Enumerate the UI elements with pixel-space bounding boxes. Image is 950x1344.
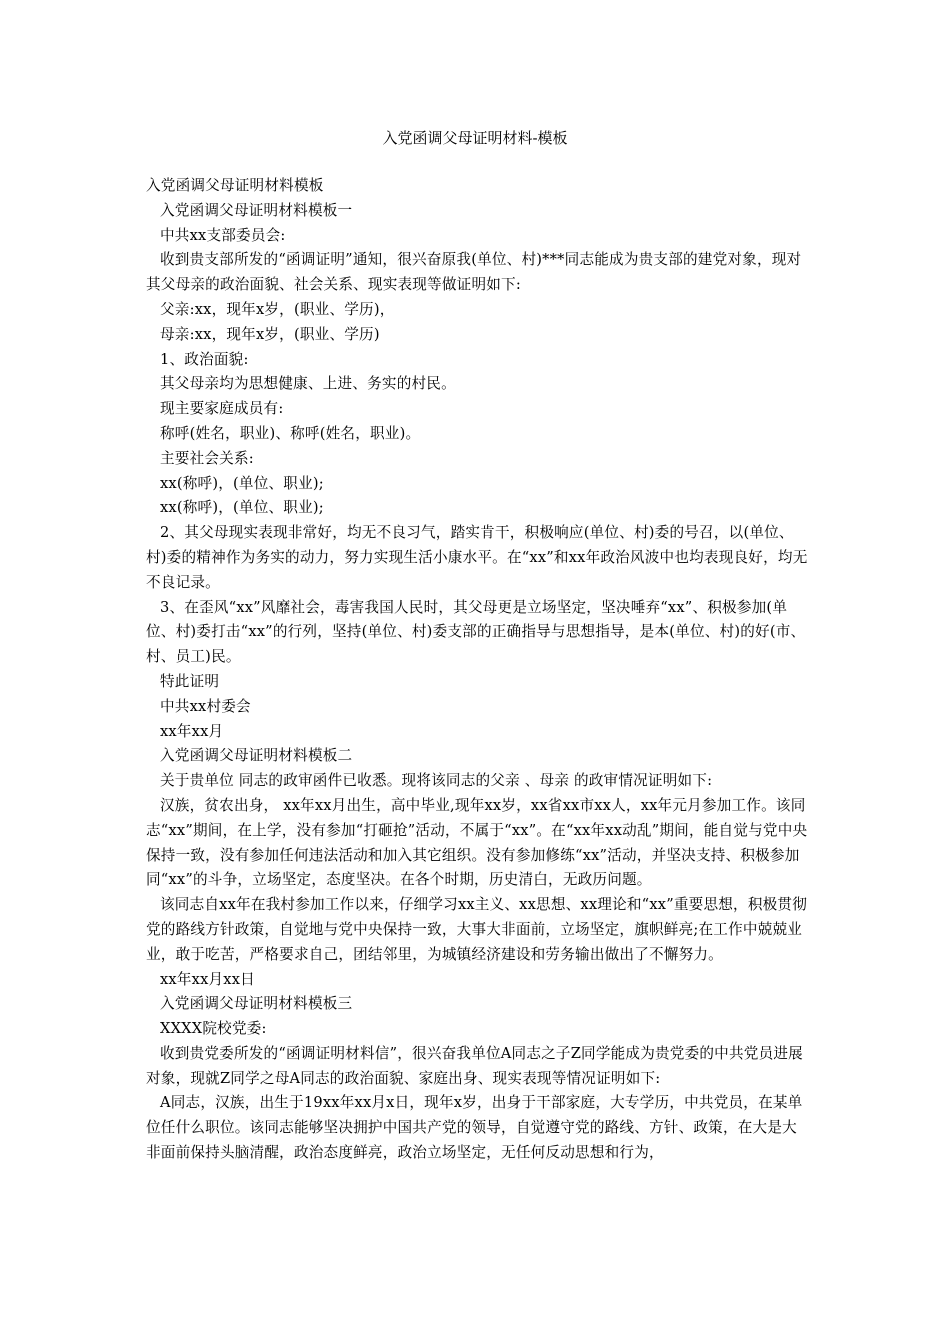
paragraph: XXXX院校党委:	[160, 1020, 267, 1038]
paragraph: A同志，汉族，出生于19xx年xx月x日，现年x岁，出身于干部家庭，大专学历，中共党员，在某单位任什么职位。该同志能够坚决拥护中国共产党的领导，自觉遵守党的路线、方针、政策，在大是大非面前保持头脑清醒，政治态度鲜亮，政治立场坚定，无任何反动思想和行为，	[146, 1094, 803, 1162]
paragraph: 中共xx村委会	[160, 697, 251, 715]
document-title: 入党函调父母证明材料-模板	[382, 129, 568, 147]
document-body	[146, 174, 810, 1166]
paragraph: 入党函调父母证明材料模板三	[160, 995, 353, 1013]
paragraph: 收到贵支部所发的“函调证明”通知，很兴奋原我(单位、村)***同志能成为贵支部的建党对象，现对其父母亲的政治面貌、社会关系、现实表现等做证明如下:	[146, 251, 802, 294]
paragraph: xx年xx月xx日	[160, 970, 255, 988]
paragraph: 现主要家庭成员有:	[160, 400, 284, 418]
paragraph: xx年xx月	[160, 722, 224, 740]
paragraph: 其父母亲均为思想健康、上进、务实的村民。	[160, 375, 456, 393]
paragraph: 父亲:xx，现年x岁，(职业、学历)，	[160, 300, 395, 318]
paragraph: 2、其父母现实表现非常好，均无不良习气，踏实肯干，积极响应(单位、村)委的号召，以(单位、村)委的精神作为务实的动力，努力实现生活小康水平。在“xx”和xx年政治风波中也均表现良好，均无不良记录。	[146, 524, 808, 591]
paragraph: 关于贵单位 同志的政审函件已收悉。现将该同志的父亲 、母亲 的政审情况证明如下:	[160, 772, 713, 790]
paragraph: 入党函调父母证明材料模板二	[160, 747, 353, 765]
paragraph: 称呼(姓名，职业)、称呼(姓名，职业)。	[160, 424, 421, 442]
paragraph: 母亲:xx，现年x岁，(职业、学历)	[160, 325, 380, 343]
paragraph: 1、政治面貌:	[160, 350, 249, 368]
paragraph: xx(称呼)，(单位、职业);	[160, 499, 324, 517]
paragraph: 中共xx支部委员会:	[160, 226, 286, 244]
paragraph: 入党函调父母证明材料模板	[146, 177, 324, 194]
paragraph: 3、在歪风“xx”风靡社会，毒害我国人民时，其父母更是立场坚定，坚决唾弃“xx”、积极参加(单位、村)委打击“xx”的行列，坚持(单位、村)委支部的正确指导与思想指导，是本(单位、村)的好(市、村、员工)民。	[146, 598, 806, 666]
paragraph: 特此证明	[160, 672, 220, 690]
paragraph: 收到贵党委所发的“函调证明材料信”，很兴奋我单位A同志之子Z同学能成为贵党委的中共党员进展对象，现就Z同学之母A同志的政治面貌、家庭出身、现实表现等情况证明如下:	[146, 1044, 803, 1087]
paragraph: 该同志自xx年在我村参加工作以来，仔细学习xx主义、xx思想、xx理论和“xx”重要思想，积极贯彻党的路线方针政策，自觉地与党中央保持一致，大事大非面前，立场坚定，旗帜鲜亮;在工作中兢兢业业，敢于吃苦，严格要求自己，团结邻里，为城镇经济建设和劳务输出做出了不懈努力。	[146, 896, 807, 963]
paragraph: 汉族，贫农出身， xx年xx月出生，高中毕业,现年xx岁，xx省xx市xx人，xx年元月参加工作。该同志“xx”期间，在上学，没有参加“打砸抢”活动，不属于“xx”。在“xx年xx动乱”期间，能自觉与党中央保持一致，没有参加任何违法活动和加入其它组织。没有参加修练“xx”活动，并坚决支持、积极参加同“xx”的斗争，立场坚定，态度坚决。在各个时期，历史清白，无政历问题。	[146, 796, 808, 889]
paragraph: xx(称呼)，(单位、职业);	[160, 474, 324, 492]
paragraph: 主要社会关系:	[160, 449, 254, 467]
paragraph: 入党函调父母证明材料模板一	[160, 201, 353, 219]
